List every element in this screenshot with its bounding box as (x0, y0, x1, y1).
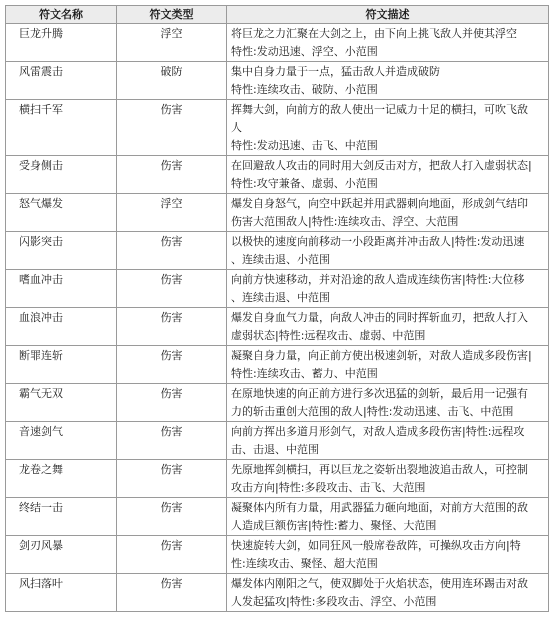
rune-type: 伤害 (117, 384, 227, 422)
description-line: 将巨龙之力汇聚在大剑之上，由下向上挑飞敌人并使其浮空 (231, 27, 517, 40)
description-line: 性:连续攻击、聚怪、超大范围 (231, 557, 378, 570)
rune-description (227, 24, 549, 62)
description-line: 先原地挥剑横扫，再以巨龙之姿斩出裂地波追击敌人，可控制 (231, 463, 528, 476)
description-line: 凝聚自身力量，向正前方使出极速剑斩，对敌人造成多段伤害| (231, 349, 532, 362)
description-line: 向前方快速移动，并对沿途的敌人造成连续伤害|特性:大位移 (231, 273, 525, 286)
table-row (6, 62, 549, 100)
rune-description (227, 62, 549, 100)
description-line: 伤害大范围敌人|特性:连续攻击、浮空、大范围 (231, 215, 459, 228)
rune-description (227, 194, 549, 232)
description-line: 特性:发动迅速、浮空、小范围 (231, 45, 378, 58)
table-row (6, 24, 549, 62)
rune-name: 怒气爆发 (6, 194, 117, 232)
table-row (6, 498, 549, 536)
rune-name: 霸气无双 (6, 384, 117, 422)
rune-description (227, 232, 549, 270)
description-line: 集中自身力量于一点，猛击敌人并造成破防 (231, 65, 440, 78)
rune-name: 血浪冲击 (6, 308, 117, 346)
rune-name: 受身侧击 (6, 156, 117, 194)
rune-description (227, 574, 549, 612)
description-line: 挥舞大剑，向前方的敌人使出一记威力十足的横扫，可吹飞敌 (231, 103, 528, 116)
table-row (6, 270, 549, 308)
description-line: 爆发自身怒气，向空中跃起并用武器刺向地面，形成剑气结印 (231, 197, 528, 210)
rune-description (227, 498, 549, 536)
rune-description (227, 270, 549, 308)
table-row (6, 308, 549, 346)
header-name: 符文名称 (6, 6, 117, 24)
rune-type: 伤害 (117, 574, 227, 612)
description-line: 特性:连续攻击、破防、小范围 (231, 83, 378, 96)
table-row (6, 536, 549, 574)
description-line: 人 (231, 121, 242, 134)
header-type: 符文类型 (117, 6, 227, 24)
rune-type: 浮空 (117, 194, 227, 232)
rune-table (5, 5, 549, 612)
rune-name: 剑刃风暴 (6, 536, 117, 574)
description-line: 在原地快速的向正前方进行多次迅猛的剑斩，最后用一记强有 (231, 387, 528, 400)
description-line: 人发起猛攻|特性:多段攻击、浮空、小范围 (231, 595, 437, 608)
rune-description (227, 384, 549, 422)
description-line: 击、击退、中范围 (231, 443, 319, 456)
rune-name: 风雷震击 (6, 62, 117, 100)
header-desc: 符文描述 (227, 6, 549, 24)
rune-description (227, 156, 549, 194)
rune-type: 伤害 (117, 460, 227, 498)
description-line: 爆发体内刚阳之气，使双脚处于火焰状态，使用连环踢击对敌 (231, 577, 528, 590)
rune-type: 伤害 (117, 422, 227, 460)
rune-name: 巨龙升腾 (6, 24, 117, 62)
rune-type: 伤害 (117, 156, 227, 194)
rune-description (227, 460, 549, 498)
rune-name: 闪影突击 (6, 232, 117, 270)
description-line: 特性:发动迅速、击飞、中范围 (231, 139, 378, 152)
rune-description (227, 100, 549, 156)
table-row (6, 346, 549, 384)
description-line: 以极快的速度向前移动一小段距离并冲击敌人|特性:发动迅速 (231, 235, 525, 248)
header-row (6, 6, 549, 24)
rune-description (227, 346, 549, 384)
table-row (6, 460, 549, 498)
description-line: 向前方挥出多道月形剑气，对敌人造成多段伤害|特性:远程攻 (231, 425, 525, 438)
description-line: 在回避敌人攻击的同时用大剑反击对方，把敌人打入虚弱状态| (231, 159, 532, 172)
description-line: 特性:连续攻击、蓄力、中范围 (231, 367, 378, 380)
rune-name: 横扫千军 (6, 100, 117, 156)
description-line: 快速旋转大剑，如同狂风一般席卷敌阵，可操纵攻击方向|特 (231, 539, 521, 552)
table-row (6, 194, 549, 232)
rune-description (227, 422, 549, 460)
rune-type: 伤害 (117, 100, 227, 156)
rune-name: 音速剑气 (6, 422, 117, 460)
rune-description (227, 308, 549, 346)
rune-type: 伤害 (117, 308, 227, 346)
rune-type: 伤害 (117, 270, 227, 308)
table-row (6, 100, 549, 156)
table-row (6, 232, 549, 270)
table-row (6, 156, 549, 194)
rune-type: 伤害 (117, 346, 227, 384)
table-row (6, 574, 549, 612)
rune-name: 断罪连斩 (6, 346, 117, 384)
description-line: 力的斩击重创大范围的敌人|特性:发动迅速、击飞、中范围 (231, 405, 514, 418)
rune-type: 伤害 (117, 498, 227, 536)
rune-name: 嗜血冲击 (6, 270, 117, 308)
description-line: 、连续击退、中范围 (231, 291, 330, 304)
description-line: 虚弱状态|特性:远程攻击、虚弱、中范围 (231, 329, 426, 342)
rune-name: 终结一击 (6, 498, 117, 536)
rune-description (227, 536, 549, 574)
description-line: 特性:攻守兼备、虚弱、小范围 (231, 177, 378, 190)
rune-type: 伤害 (117, 536, 227, 574)
description-line: 攻击方向|特性:多段攻击、击飞、大范围 (231, 481, 426, 494)
rune-type: 破防 (117, 62, 227, 100)
description-line: 爆发自身血气力量，向敌人冲击的同时挥斩血刃，把敌人打入 (231, 311, 528, 324)
rune-name: 风扫落叶 (6, 574, 117, 612)
rune-name: 龙卷之舞 (6, 460, 117, 498)
description-line: 、连续击退、小范围 (231, 253, 330, 266)
table-row (6, 384, 549, 422)
description-line: 人造成巨额伤害|特性:蓄力、聚怪、大范围 (231, 519, 437, 532)
description-line: 凝聚体内所有力量，用武器猛力砸向地面，对前方大范围的敌 (231, 501, 528, 514)
rune-type: 伤害 (117, 232, 227, 270)
rune-type: 浮空 (117, 24, 227, 62)
table-row (6, 422, 549, 460)
